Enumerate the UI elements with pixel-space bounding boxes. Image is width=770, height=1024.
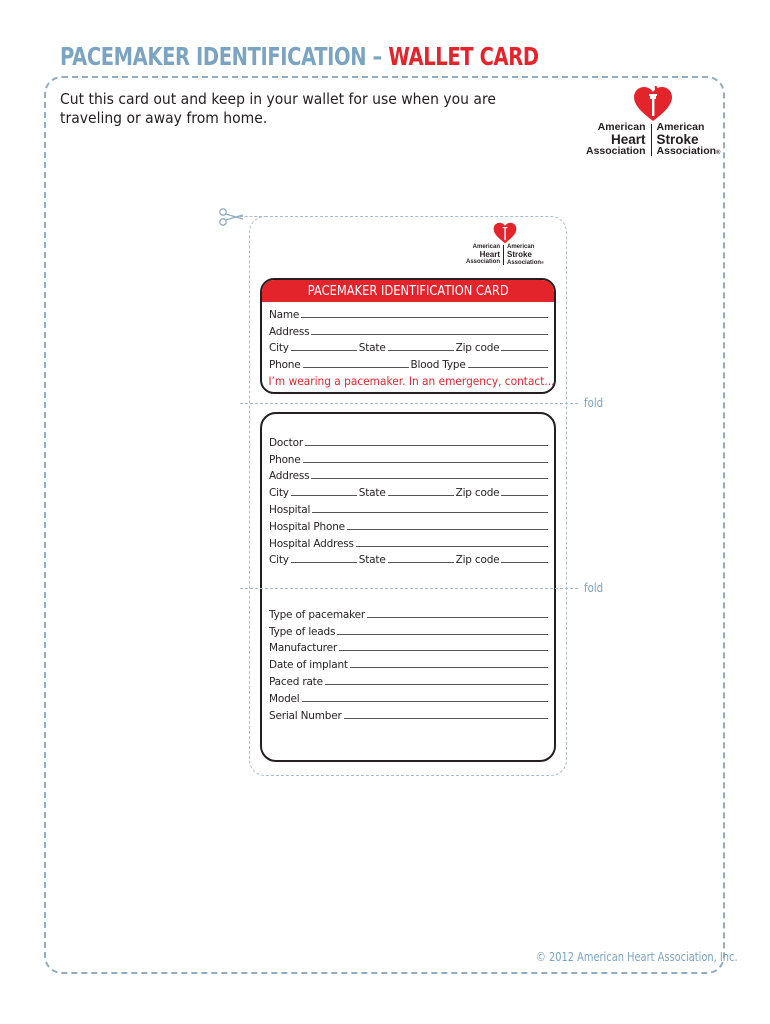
scissors-icon <box>218 207 244 227</box>
state-input-line[interactable] <box>388 350 454 351</box>
title-blue-part: PACEMAKER IDENTIFICATION – <box>60 42 389 71</box>
logo-text: American <box>597 121 646 133</box>
fold-line-2 <box>240 588 578 589</box>
doctor-field[interactable] <box>269 432 550 449</box>
heart-torch-icon <box>633 86 673 122</box>
name-label: Name <box>269 308 300 321</box>
logo-text: American <box>656 121 705 133</box>
logo-text: American <box>472 244 501 250</box>
logo-wordmark <box>466 244 544 267</box>
state-label: State <box>358 487 386 500</box>
name-field[interactable] <box>269 304 550 321</box>
hospital-phone-label: Hospital Phone <box>269 520 345 533</box>
fold-label-2: fold <box>584 581 604 595</box>
logo-text: Stroke <box>507 250 532 259</box>
heart-torch-icon <box>493 222 517 244</box>
city-input-line[interactable] <box>291 495 357 496</box>
doctor-phone-input-line[interactable] <box>303 462 548 463</box>
model-label: Model <box>269 692 300 705</box>
manufacturer-label: Manufacturer <box>269 642 337 655</box>
page-title <box>60 42 539 71</box>
card-front-panel <box>260 278 556 394</box>
phone-input-line[interactable] <box>303 367 409 368</box>
city-label: City <box>269 487 289 500</box>
hospital-phone-field[interactable] <box>269 516 550 533</box>
doctor-address-label: Address <box>269 470 310 483</box>
trademark-symbol: ® <box>716 149 721 156</box>
manufacturer-input-line[interactable] <box>339 650 548 651</box>
hospital-input-line[interactable] <box>312 512 548 513</box>
serial-number-label: Serial Number <box>269 709 342 722</box>
name-input-line[interactable] <box>301 317 548 318</box>
logo-text: Stroke <box>656 131 699 147</box>
logo-wordmark <box>586 122 720 159</box>
paced-rate-label: Paced rate <box>269 675 323 688</box>
city-label: City <box>269 554 289 567</box>
card-header-title: PACEMAKER IDENTIFICATION CARD <box>307 283 509 299</box>
pacemaker-type-label: Type of pacemaker <box>269 608 365 621</box>
doctor-label: Doctor <box>269 436 303 449</box>
city-label: City <box>269 342 289 355</box>
hospital-phone-input-line[interactable] <box>347 529 548 530</box>
address-field[interactable] <box>269 321 550 338</box>
state-input-line[interactable] <box>388 495 454 496</box>
logo-text: Heart <box>611 131 646 147</box>
model-input-line[interactable] <box>302 701 548 702</box>
model-field[interactable] <box>269 688 550 705</box>
address-input-line[interactable] <box>311 334 548 335</box>
doctor-address-input-line[interactable] <box>311 478 548 479</box>
manufacturer-field[interactable] <box>269 638 550 655</box>
serial-number-field[interactable] <box>269 705 550 722</box>
city-input-line[interactable] <box>291 350 357 351</box>
implant-date-field[interactable] <box>269 654 550 671</box>
zip-label: Zip code <box>455 487 500 500</box>
address-label: Address <box>269 325 310 338</box>
hospital-city-state-zip-row <box>269 550 550 567</box>
blood-type-input-line[interactable] <box>468 367 548 368</box>
card-back-panel <box>260 412 556 762</box>
leads-type-label: Type of leads <box>269 625 336 638</box>
state-input-line[interactable] <box>388 562 454 563</box>
intro-text: Cut this card out and keep in your wallet for use when you are traveling or away from home. <box>60 90 496 127</box>
logo-text: American <box>507 244 535 250</box>
zip-input-line[interactable] <box>501 562 548 563</box>
title-red-part: WALLET CARD <box>388 42 539 71</box>
logo-text: Association <box>656 144 717 157</box>
logo-text: Association <box>507 259 542 266</box>
blood-type-label: Blood Type <box>410 359 466 372</box>
doctor-input-line[interactable] <box>305 445 548 446</box>
trademark-symbol: ® <box>541 259 544 265</box>
hospital-address-input-line[interactable] <box>356 546 548 547</box>
card-logo <box>466 222 544 267</box>
leads-type-field[interactable] <box>269 621 550 638</box>
aha-asa-logo <box>586 86 720 159</box>
paced-rate-field[interactable] <box>269 671 550 688</box>
fold-label-1: fold <box>584 396 604 410</box>
zip-label: Zip code <box>455 554 500 567</box>
doctor-phone-label: Phone <box>269 453 301 466</box>
leads-type-input-line[interactable] <box>337 634 548 635</box>
implant-date-input-line[interactable] <box>350 667 548 668</box>
pacemaker-type-input-line[interactable] <box>367 617 548 618</box>
doctor-phone-field[interactable] <box>269 449 550 466</box>
state-label: State <box>358 342 386 355</box>
paced-rate-input-line[interactable] <box>325 684 548 685</box>
copyright-notice: © 2012 American Heart Association, Inc. <box>536 950 738 964</box>
logo-text: Association <box>586 144 646 157</box>
zip-input-line[interactable] <box>501 350 548 351</box>
phone-blood-row <box>269 354 550 371</box>
serial-number-input-line[interactable] <box>344 718 548 719</box>
implant-date-label: Date of implant <box>269 659 348 672</box>
hospital-label: Hospital <box>269 503 311 516</box>
city-input-line[interactable] <box>291 562 357 563</box>
doctor-address-field[interactable] <box>269 466 550 483</box>
fold-line-1 <box>240 403 578 404</box>
zip-input-line[interactable] <box>501 495 548 496</box>
logo-text: Association <box>466 258 501 265</box>
logo-divider <box>651 124 652 156</box>
hospital-field[interactable] <box>269 499 550 516</box>
pacemaker-type-field[interactable] <box>269 604 550 621</box>
doctor-city-state-zip-row <box>269 482 550 499</box>
emergency-notice: I’m wearing a pacemaker. In an emergency, contact... <box>268 374 555 389</box>
state-label: State <box>358 554 386 567</box>
city-state-zip-row <box>269 338 550 355</box>
logo-text: Heart <box>479 250 501 259</box>
card-header <box>262 280 554 302</box>
phone-label: Phone <box>269 359 301 372</box>
hospital-address-field[interactable] <box>269 533 550 550</box>
hospital-address-label: Hospital Address <box>269 537 354 550</box>
logo-divider <box>503 245 504 265</box>
zip-label: Zip code <box>455 342 500 355</box>
